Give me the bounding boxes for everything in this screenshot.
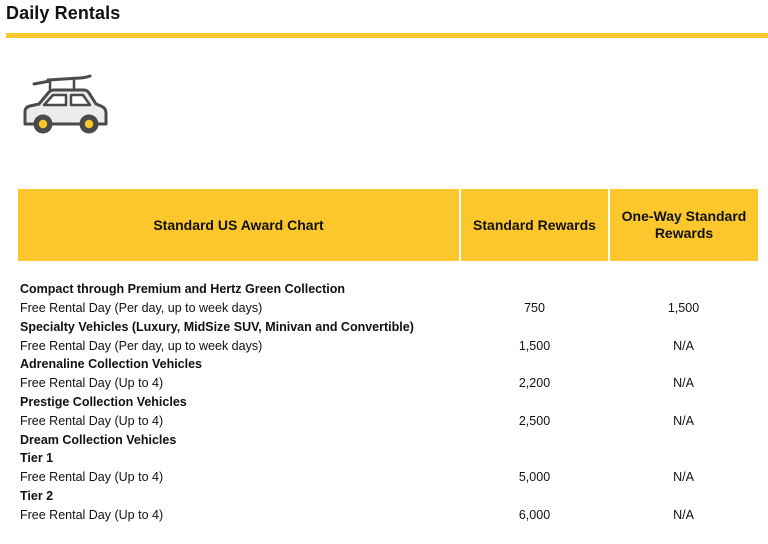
standard-rewards-value: 1,500 xyxy=(518,338,551,353)
standard-rewards-value xyxy=(460,355,609,374)
table-section-row xyxy=(18,487,758,506)
one-way-rewards-value xyxy=(609,317,758,336)
table-row xyxy=(18,374,758,393)
table-section-row xyxy=(18,355,758,374)
section-label: Tier 2 xyxy=(20,488,54,503)
standard-rewards-value: 2,500 xyxy=(518,413,551,428)
one-way-rewards-value: N/A xyxy=(673,338,694,353)
one-way-rewards-value: N/A xyxy=(673,376,694,391)
one-way-rewards-value xyxy=(609,393,758,412)
standard-rewards-value: 2,200 xyxy=(518,376,551,391)
table-row xyxy=(18,505,758,524)
row-label: Free Rental Day (Up to 4) xyxy=(20,376,164,391)
title-divider xyxy=(6,33,768,38)
column-header-chart: Standard US Award Chart xyxy=(18,189,460,261)
table-section-row xyxy=(18,280,758,299)
table-spacer xyxy=(18,261,758,280)
section-label: Compact through Premium and Hertz Green Collection xyxy=(20,282,346,297)
standard-rewards-value: 5,000 xyxy=(518,470,551,485)
row-label: Free Rental Day (Per day, up to week days) xyxy=(20,338,263,353)
row-label: Free Rental Day (Up to 4) xyxy=(20,413,164,428)
one-way-rewards-value xyxy=(609,487,758,506)
car-icon xyxy=(16,74,110,138)
section-label: Dream Collection Vehicles xyxy=(20,432,177,447)
row-label: Free Rental Day (Up to 4) xyxy=(20,470,164,485)
one-way-rewards-value: 1,500 xyxy=(667,300,700,315)
standard-rewards-value: 6,000 xyxy=(518,507,551,522)
one-way-rewards-value xyxy=(609,449,758,468)
column-header-one-way-rewards: One-Way Standard Rewards xyxy=(609,189,758,261)
section-label: Adrenaline Collection Vehicles xyxy=(20,357,203,372)
table-row xyxy=(18,336,758,355)
page-title: Daily Rentals xyxy=(6,3,121,23)
table-section-row xyxy=(18,393,758,412)
table-row xyxy=(18,299,758,318)
one-way-rewards-value xyxy=(609,280,758,299)
table-row xyxy=(18,411,758,430)
standard-rewards-value xyxy=(460,430,609,449)
standard-rewards-value xyxy=(460,280,609,299)
section-label: Specialty Vehicles (Luxury, MidSize SUV, Minivan and Convertible) xyxy=(20,319,414,334)
table-header-row xyxy=(18,189,758,261)
section-label: Prestige Collection Vehicles xyxy=(20,394,187,409)
one-way-rewards-value xyxy=(609,355,758,374)
section-label: Tier 1 xyxy=(20,451,54,466)
one-way-rewards-value: N/A xyxy=(673,413,694,428)
award-chart-table xyxy=(18,189,758,524)
row-label: Free Rental Day (Per day, up to week days) xyxy=(20,300,263,315)
standard-rewards-value xyxy=(460,393,609,412)
standard-rewards-value xyxy=(460,449,609,468)
standard-rewards-value: 750 xyxy=(524,300,545,315)
table-row xyxy=(18,468,758,487)
standard-rewards-value xyxy=(460,487,609,506)
standard-rewards-value xyxy=(460,317,609,336)
table-section-row xyxy=(18,430,758,449)
row-label: Free Rental Day (Up to 4) xyxy=(20,507,164,522)
table-section-row xyxy=(18,449,758,468)
column-header-standard-rewards: Standard Rewards xyxy=(460,189,609,261)
one-way-rewards-value: N/A xyxy=(673,507,694,522)
one-way-rewards-value: N/A xyxy=(673,470,694,485)
table-section-row xyxy=(18,317,758,336)
one-way-rewards-value xyxy=(609,430,758,449)
